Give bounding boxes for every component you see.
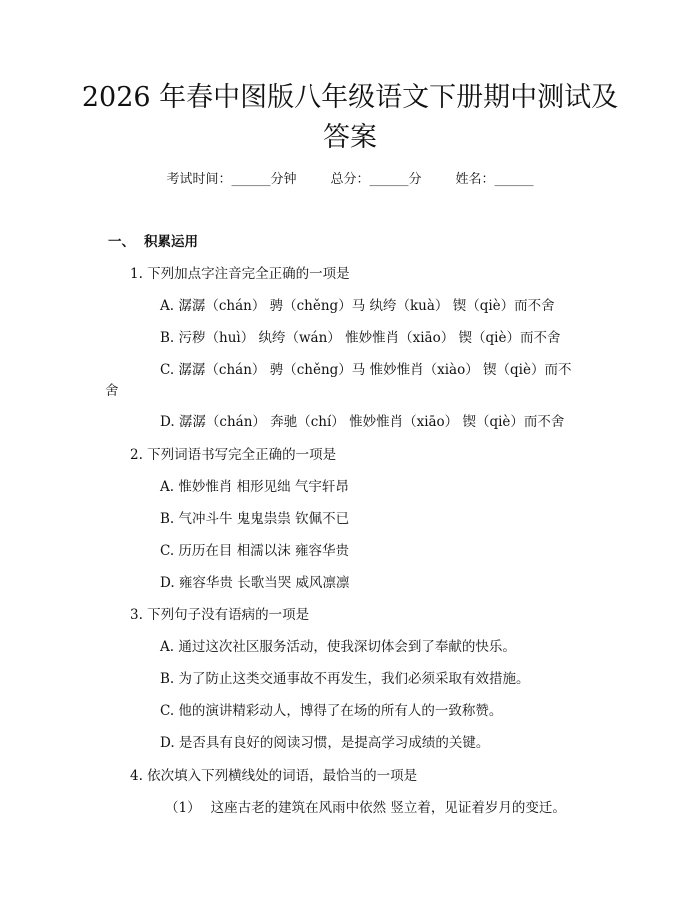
question-1-option-d: D. 潺潺（chán） 奔驰（chí） 惟妙惟肖（xiāo） 锲（qiè）而不舍 — [160, 414, 565, 430]
question-1-stem: 1. 下列加点字注音完全正确的一项是 — [130, 266, 350, 282]
question-3-stem: 3. 下列句子没有语病的一项是 — [130, 607, 310, 623]
question-2-option-a: A. 惟妙惟肖 相形见绌 气宇轩昂 — [160, 479, 349, 495]
question-2-option-b: B. 气冲斗牛 鬼鬼祟祟 钦佩不已 — [160, 511, 350, 527]
question-1-option-c-continued: 舍 — [105, 383, 119, 399]
question-2-option-d: D. 雍容华贵 长歌当哭 威风凛凛 — [160, 575, 350, 591]
question-2-stem: 2. 下列词语书写完全正确的一项是 — [130, 447, 337, 463]
question-2-option-c: C. 历历在目 相濡以沫 雍容华贵 — [160, 543, 350, 559]
question-3-option-d: D. 是否具有良好的阅读习惯，是提高学习成绩的关键。 — [160, 735, 490, 751]
question-1-option-c: C. 潺潺（chán） 骋（chěng）马 惟妙惟肖（xiào） 锲（qiè）而不 — [160, 362, 572, 378]
question-3-option-a: A. 通过这次社区服务活动，使我深切体会到了奉献的快乐。 — [160, 639, 516, 655]
document-title — [60, 78, 640, 158]
total-score-field: 总分：______分 — [330, 172, 422, 187]
section-heading-1 — [108, 230, 198, 250]
section-label: 积累运用 — [144, 234, 198, 250]
question-3-option-b: B. 为了防止这类交通事故不再发生，我们必须采取有效措施。 — [160, 671, 530, 687]
question-1-option-b: B. 污秽（huì） 纨绔（wán） 惟妙惟肖（xiāo） 锲（qiè）而不舍 — [160, 330, 561, 346]
title-line-1: 2026 年春中图版八年级语文下册期中测试及 — [81, 82, 619, 113]
exam-time-field: 考试时间：______分钟 — [166, 172, 297, 187]
question-4-subitem-1 — [165, 796, 566, 816]
student-name-field: 姓名：______ — [455, 172, 534, 187]
question-3-option-c: C. 他的演讲精彩动人，博得了在场的所有人的一致称赞。 — [160, 703, 503, 719]
subitem-text: 这座古老的建筑在风雨中依然 竖立着，见证着岁月的变迁。 — [210, 800, 566, 816]
question-1-option-a: A. 潺潺（chán） 骋（chěng）马 纨绔（kuà） 锲（qiè）而不舍 — [160, 298, 555, 314]
subitem-number: （1） — [165, 800, 201, 816]
section-number: 一、 — [108, 234, 135, 250]
title-line-2: 答案 — [323, 122, 377, 153]
question-4-stem: 4. 依次填入下列横线处的词语，最恰当的一项是 — [130, 768, 418, 784]
exam-meta — [0, 168, 700, 187]
